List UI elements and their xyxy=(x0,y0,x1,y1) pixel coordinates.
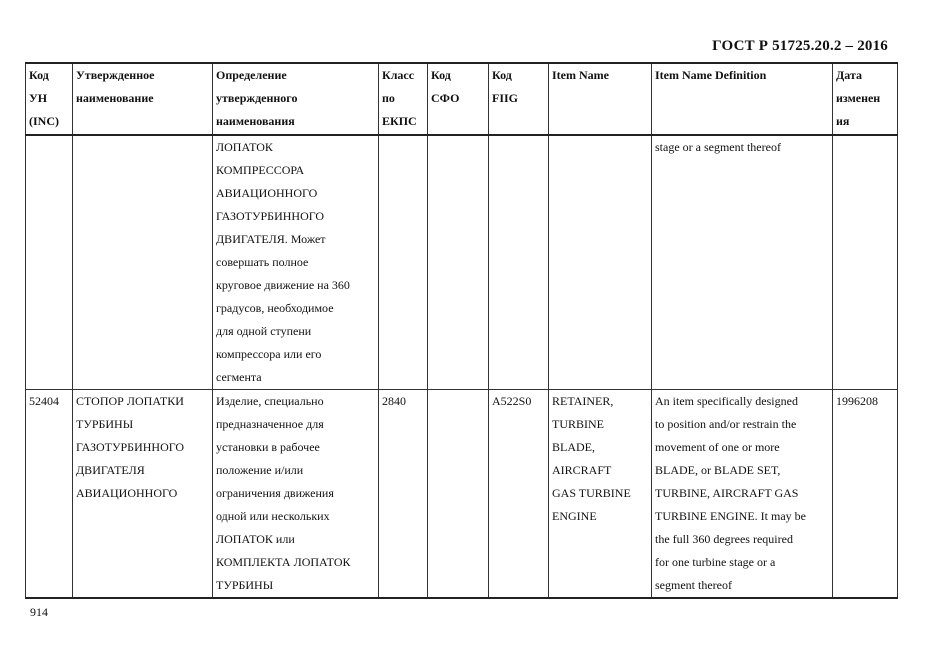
cell-definition: Изделие, специально предназначенное для установки в рабочее положение и/или ограничения движения одной или нескольких ЛОПАТОК или КОМПЛЕКТА ЛОПАТОК ТУРБИНЫ xyxy=(213,390,379,599)
cell-item-name-definition: stage or a segment thereof xyxy=(652,135,833,390)
column-header-sfo-code: Код СФО xyxy=(428,63,489,135)
column-header-ekps-class: Класс по ЕКПС xyxy=(379,63,428,135)
column-header-definition: Определение утвержденного наименования xyxy=(213,63,379,135)
column-header-change-date: Дата изменен ия xyxy=(833,63,898,135)
column-header-inc: Код УН (INC) xyxy=(26,63,73,135)
table-header-row xyxy=(26,63,898,135)
cell-item-name xyxy=(549,135,652,390)
column-header-fiig-code: Код FIIG xyxy=(489,63,549,135)
page-number: 914 xyxy=(30,605,48,619)
column-header-approved-name: Утвержденное наименование xyxy=(73,63,213,135)
cell-ekps-class: 2840 xyxy=(379,390,428,599)
cell-inc xyxy=(26,135,73,390)
cell-item-name-definition: An item specifically designed to position and/or restrain the movement of one or more BLADE, or BLADE SET, TURBINE, AIRCRAFT GAS TURBINE ENGINE. It may be the full 360 degrees required for one turbine stage or a segment thereof xyxy=(652,390,833,599)
document-header: ГОСТ Р 51725.20.2 – 2016 xyxy=(712,38,888,54)
table-row xyxy=(26,390,898,599)
cell-fiig-code: A522S0 xyxy=(489,390,549,599)
cell-approved-name xyxy=(73,135,213,390)
data-table xyxy=(25,62,898,599)
cell-item-name: RETAINER, TURBINE BLADE, AIRCRAFT GAS TURBINE ENGINE xyxy=(549,390,652,599)
column-header-item-name-definition: Item Name Definition xyxy=(652,63,833,135)
cell-change-date xyxy=(833,135,898,390)
cell-ekps-class xyxy=(379,135,428,390)
cell-sfo-code xyxy=(428,390,489,599)
table-row xyxy=(26,135,898,390)
cell-fiig-code xyxy=(489,135,549,390)
cell-change-date: 1996208 xyxy=(833,390,898,599)
cell-definition: ЛОПАТОК КОМПРЕССОРА АВИАЦИОННОГО ГАЗОТУРБИННОГО ДВИГАТЕЛЯ. Может совершать полное круговое движение на 360 градусов, необходимое для одной ступени компрессора или его сегмента xyxy=(213,135,379,390)
cell-inc: 52404 xyxy=(26,390,73,599)
column-header-item-name: Item Name xyxy=(549,63,652,135)
cell-approved-name: СТОПОР ЛОПАТКИ ТУРБИНЫ ГАЗОТУРБИННОГО ДВИГАТЕЛЯ АВИАЦИОННОГО xyxy=(73,390,213,599)
cell-sfo-code xyxy=(428,135,489,390)
